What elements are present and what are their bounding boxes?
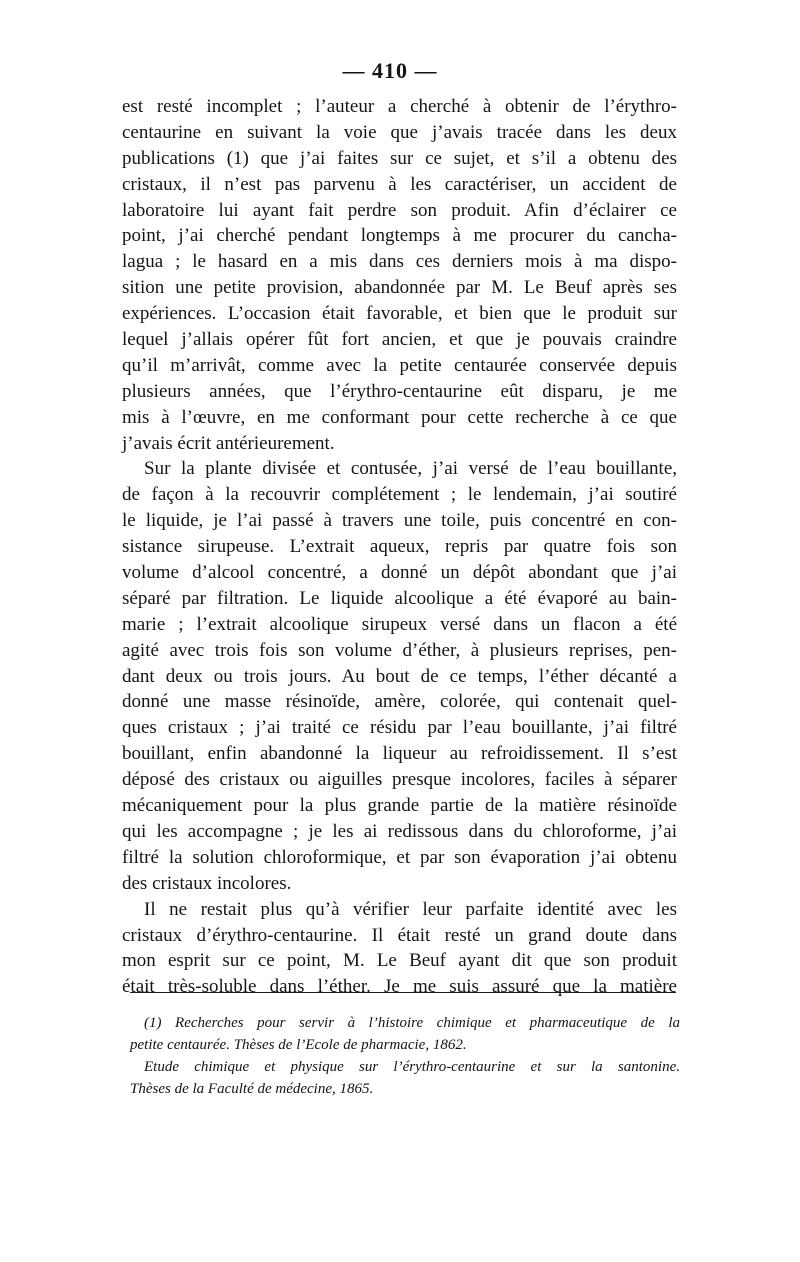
main-text — [122, 94, 677, 1000]
text-line: agité avec trois fois son volume d’éther, à plusieurs reprises, pen- — [122, 639, 677, 661]
text-line: des cristaux incolores. — [122, 872, 292, 894]
footnotes — [130, 1012, 680, 1100]
text-line: lequel j’allais opérer fût fort ancien, et que je pouvais craindre — [122, 329, 677, 351]
footnote-line: Etude chimique et physique sur l’érythro-centaurine et sur la santonine. — [144, 1059, 680, 1075]
text-line: filtré la solution chloroformique, et par son évaporation j’ai obtenu — [122, 846, 677, 868]
text-line: cristaux, il n’est pas parvenu à les caractériser, un accident de — [122, 173, 677, 195]
text-line: sition une petite provision, abandonnée par M. Le Beuf après ses — [122, 277, 677, 299]
text-line: de façon à la recouvrir complétement ; le lendemain, j’ai soutiré — [122, 484, 677, 506]
footnote-line: (1) Recherches pour servir à l’histoire chimique et pharmaceutique de la — [144, 1015, 680, 1031]
text-line: laboratoire lui ayant fait perdre son produit. Afin d’éclairer ce — [122, 199, 677, 221]
text-line: ques cristaux ; j’ai traité ce résidu par l’eau bouillante, j’ai filtré — [122, 717, 677, 739]
text-line: publications (1) que j’ai faites sur ce sujet, et s’il a obtenu des — [122, 147, 677, 169]
text-line: est resté incomplet ; l’auteur a cherché à obtenir de l’érythro- — [122, 96, 677, 117]
page-number: — 410 — — [342, 58, 438, 83]
text-line: marie ; l’extrait alcoolique sirupeux versé dans un flacon a été — [122, 613, 677, 635]
text-line: Sur la plante divisée et contusée, j’ai versé de l’eau bouillante, — [144, 458, 677, 480]
text-line: dant deux ou trois jours. Au bout de ce temps, l’éther décanté a — [122, 665, 677, 687]
text-line: volume d’alcool concentré, a donné un dépôt abondant que j’ai — [122, 562, 677, 584]
text-line: j’avais écrit antérieurement. — [122, 432, 335, 454]
text-line: cristaux d’érythro-centaurine. Il était resté un grand doute dans — [122, 924, 677, 946]
text-line: qu’il m’arrivât, comme avec la petite centaurée conservée depuis — [122, 354, 677, 376]
text-line: mécaniquement pour la plus grande partie de la matière résinoïde — [122, 795, 677, 817]
text-line: lagua ; le hasard en a mis dans ces derniers mois à ma dispo- — [122, 251, 677, 273]
text-line: déposé des cristaux ou aiguilles presque incolores, faciles à séparer — [122, 769, 677, 791]
text-line: séparé par filtration. Le liquide alcoolique a été évaporé au bain- — [122, 587, 677, 609]
text-line: point, j’ai cherché pendant longtemps à me procurer du cancha- — [122, 225, 677, 247]
text-line: donné une masse résinoïde, amère, colorée, qui contenait quel- — [122, 691, 677, 713]
text-line: le liquide, je l’ai passé à travers une toile, puis concentré en con- — [122, 510, 677, 532]
text-line: mon esprit sur ce point, M. Le Beuf ayant dit que son produit — [122, 950, 677, 972]
footnote-line: Thèses de la Faculté de médecine, 1865. — [130, 1081, 374, 1097]
text-line: plusieurs années, que l’érythro-centaurine eût disparu, je me — [122, 380, 677, 402]
text-line: Il ne restait plus qu’à vérifier leur parfaite identité avec les — [144, 898, 677, 920]
footnote-separator — [130, 992, 676, 993]
text-line: mis à l’œuvre, en me conformant pour cette recherche à ce que — [122, 406, 677, 428]
text-line: centaurine en suivant la voie que j’avais tracée dans les deux — [122, 121, 677, 143]
text-line: était très-soluble dans l’éther. Je me suis assuré que la matière — [122, 976, 677, 998]
text-line: qui les accompagne ; je les ai redissous dans du chloroforme, j’ai — [122, 820, 677, 842]
text-line: sistance sirupeuse. L’extrait aqueux, repris par quatre fois son — [122, 536, 677, 558]
text-line: bouillant, enfin abandonné la liqueur au refroidissement. Il s’est — [122, 743, 677, 765]
footnote-line: petite centaurée. Thèses de l’Ecole de pharmacie, 1862. — [130, 1037, 467, 1053]
text-line: expériences. L’occasion était favorable, et bien que le produit sur — [122, 303, 677, 325]
